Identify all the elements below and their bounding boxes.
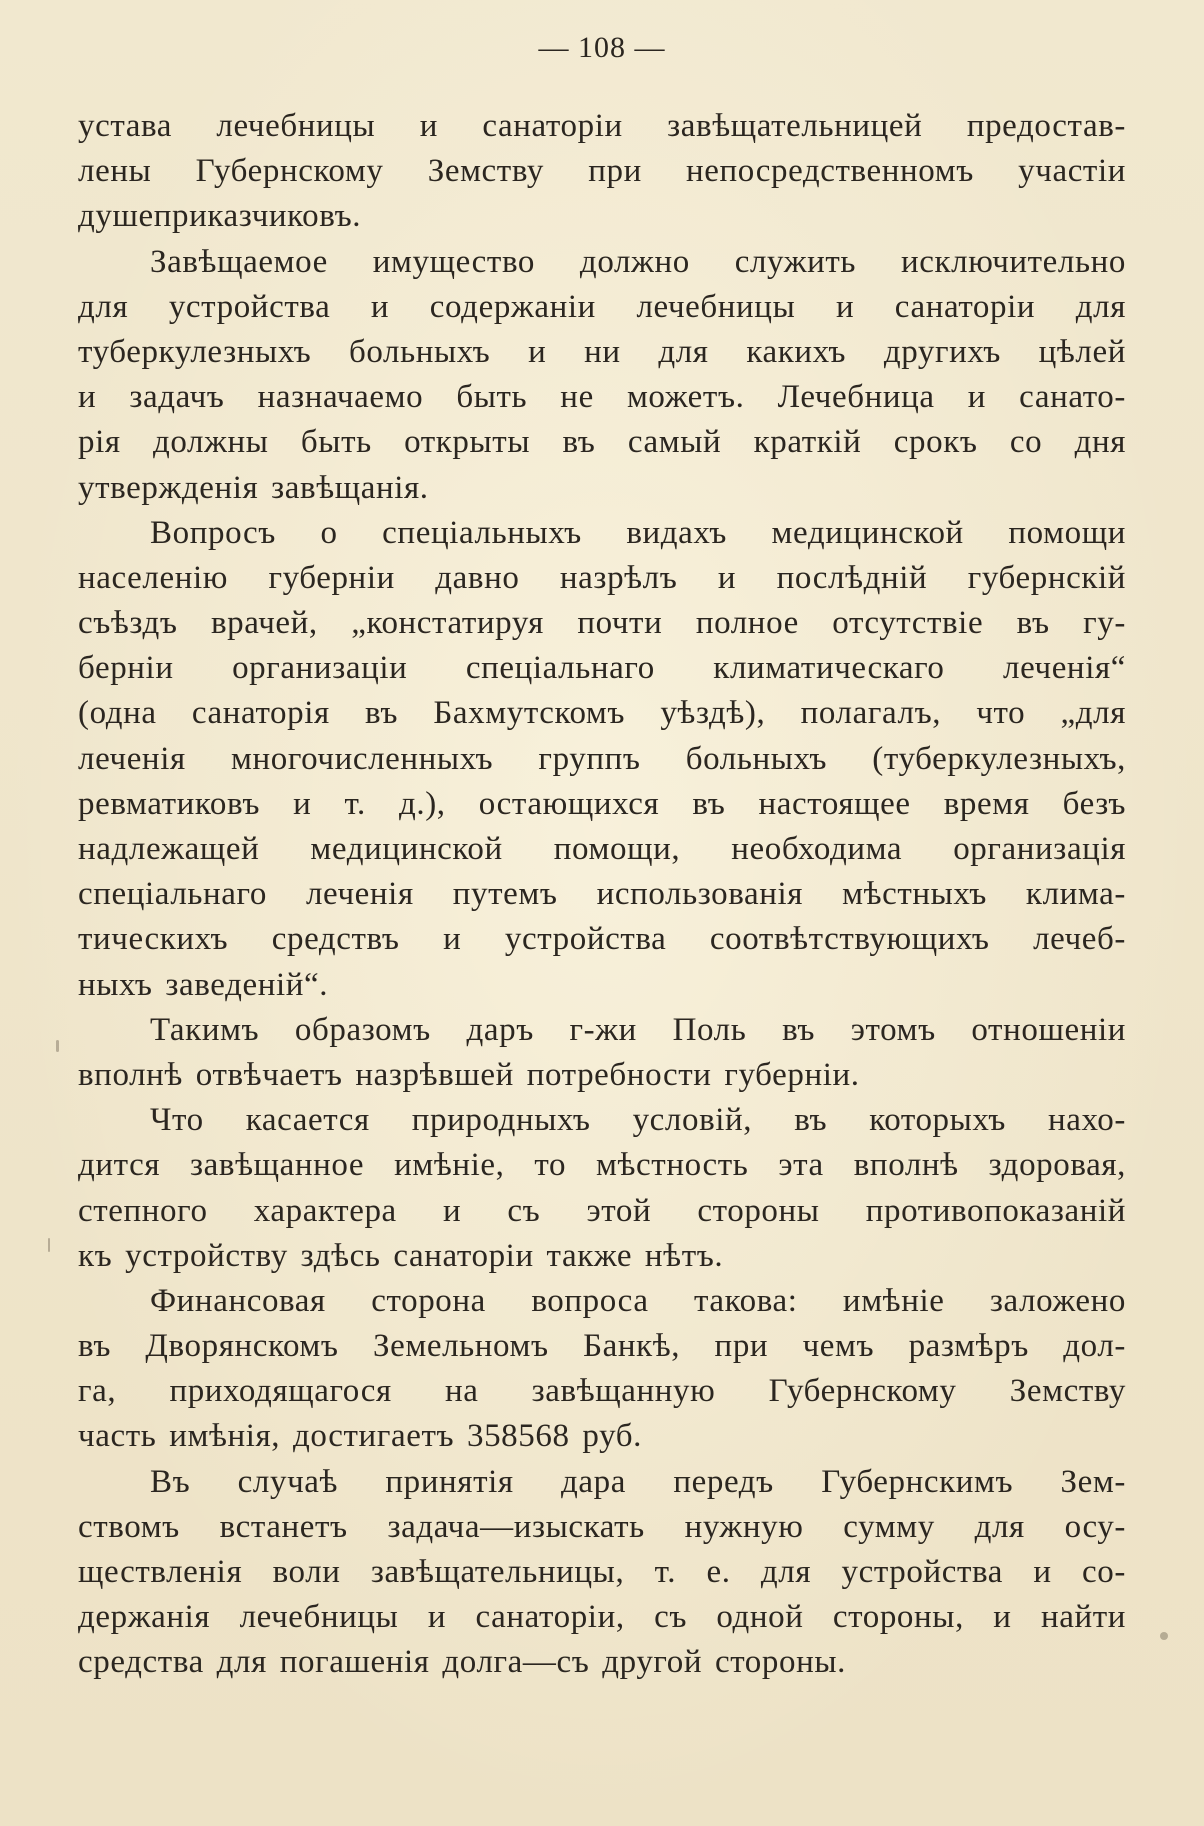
text-line: съѣздъ врачей, „констатируя почти полное отсутствіе въ гу- (78, 605, 1126, 642)
scan-speck (48, 1238, 50, 1252)
text-line: га, приходящагося на завѣщанную Губернскому Земству (78, 1373, 1126, 1410)
page-number: — 108 — (538, 31, 666, 64)
text-line: Что касается природныхъ условій, въ которыхъ нахо- (150, 1102, 1126, 1139)
text-line: дится завѣщанное имѣніе, то мѣстность эта вполнѣ здоровая, (78, 1147, 1126, 1184)
text-line: леченія многочисленныхъ группъ больныхъ (туберкулезныхъ, (78, 740, 1126, 777)
text-line: вполнѣ отвѣчаетъ назрѣвшей потребности губерніи. (78, 1056, 860, 1093)
text-line: ныхъ заведеній“. (78, 966, 329, 1003)
text-line: часть имѣнія, достигаетъ 358568 руб. (78, 1418, 643, 1455)
text-line: утвержденія завѣщанія. (78, 469, 429, 506)
paragraph (78, 1279, 1126, 1460)
text-line: Такимъ образомъ даръ г-жи Поль въ этомъ отношеніи (150, 1011, 1126, 1048)
text-line: степного характера и съ этой стороны противопоказаній (78, 1192, 1126, 1229)
text-line: для устройства и содержаніи лечебницы и санаторіи для (78, 288, 1126, 325)
text-line: берніи организаціи спеціальнаго климатическаго леченія“ (78, 650, 1126, 687)
paragraph (78, 104, 1126, 240)
text-line: устава лечебницы и санаторіи завѣщательницей предостав- (78, 108, 1126, 144)
text-line: туберкулезныхъ больныхъ и ни для какихъ другихъ цѣлей (78, 333, 1126, 370)
paragraph (78, 240, 1126, 511)
text-line: населенію губерніи давно назрѣлъ и послѣдній губернскій (78, 559, 1126, 596)
paragraph (78, 1008, 1126, 1098)
text-line: ревматиковъ и т. д.), остающихся въ настоящее время безъ (78, 785, 1126, 822)
text-line: спеціальнаго леченія путемъ использованія мѣстныхъ клима- (78, 876, 1126, 913)
text-line: Завѣщаемое имущество должно служить исключительно (150, 243, 1126, 280)
text-line: средства для погашенія долга—съ другой стороны. (78, 1644, 846, 1681)
paragraph (78, 511, 1126, 1008)
scan-speck (56, 1040, 59, 1052)
text-line: держанія лечебницы и санаторіи, съ одной стороны, и найти (78, 1599, 1126, 1636)
text-line: и задачъ назначаемо быть не можетъ. Лечебница и санато- (78, 379, 1126, 416)
text-line: Финансовая сторона вопроса такова: имѣніе заложено (150, 1282, 1126, 1319)
text-line: лены Губернскому Земству при непосредственномъ участіи (78, 153, 1126, 190)
paragraph (78, 1098, 1126, 1279)
text-line: надлежащей медицинской помощи, необходима организація (78, 831, 1126, 867)
text-line: тическихъ средствъ и устройства соотвѣтствующихъ лечеб- (78, 921, 1126, 958)
text-line: къ устройству здѣсь санаторіи также нѣтъ. (78, 1237, 724, 1274)
text-line: въ Дворянскомъ Земельномъ Банкѣ, при чемъ размѣръ дол- (78, 1328, 1126, 1365)
text-line: ществленія воли завѣщательницы, т. е. для устройства и со- (78, 1554, 1126, 1590)
text-line: (одна санаторія въ Бахмутскомъ уѣздѣ), полагалъ, что „для (78, 695, 1126, 732)
text-line: Въ случаѣ принятія дара передъ Губернскимъ Зем- (150, 1463, 1126, 1500)
text-line: ствомъ встанетъ задача—изыскать нужную сумму для осу- (78, 1508, 1126, 1545)
scan-speck (1160, 1632, 1168, 1640)
text-line: душеприказчиковъ. (78, 198, 362, 235)
paragraph (78, 1460, 1126, 1686)
text-line: Вопросъ о спеціальныхъ видахъ медицинской помощи (150, 514, 1126, 551)
text-line: рія должны быть открыты въ самый краткій срокъ со дня (78, 424, 1126, 461)
text-body (78, 104, 1126, 1686)
